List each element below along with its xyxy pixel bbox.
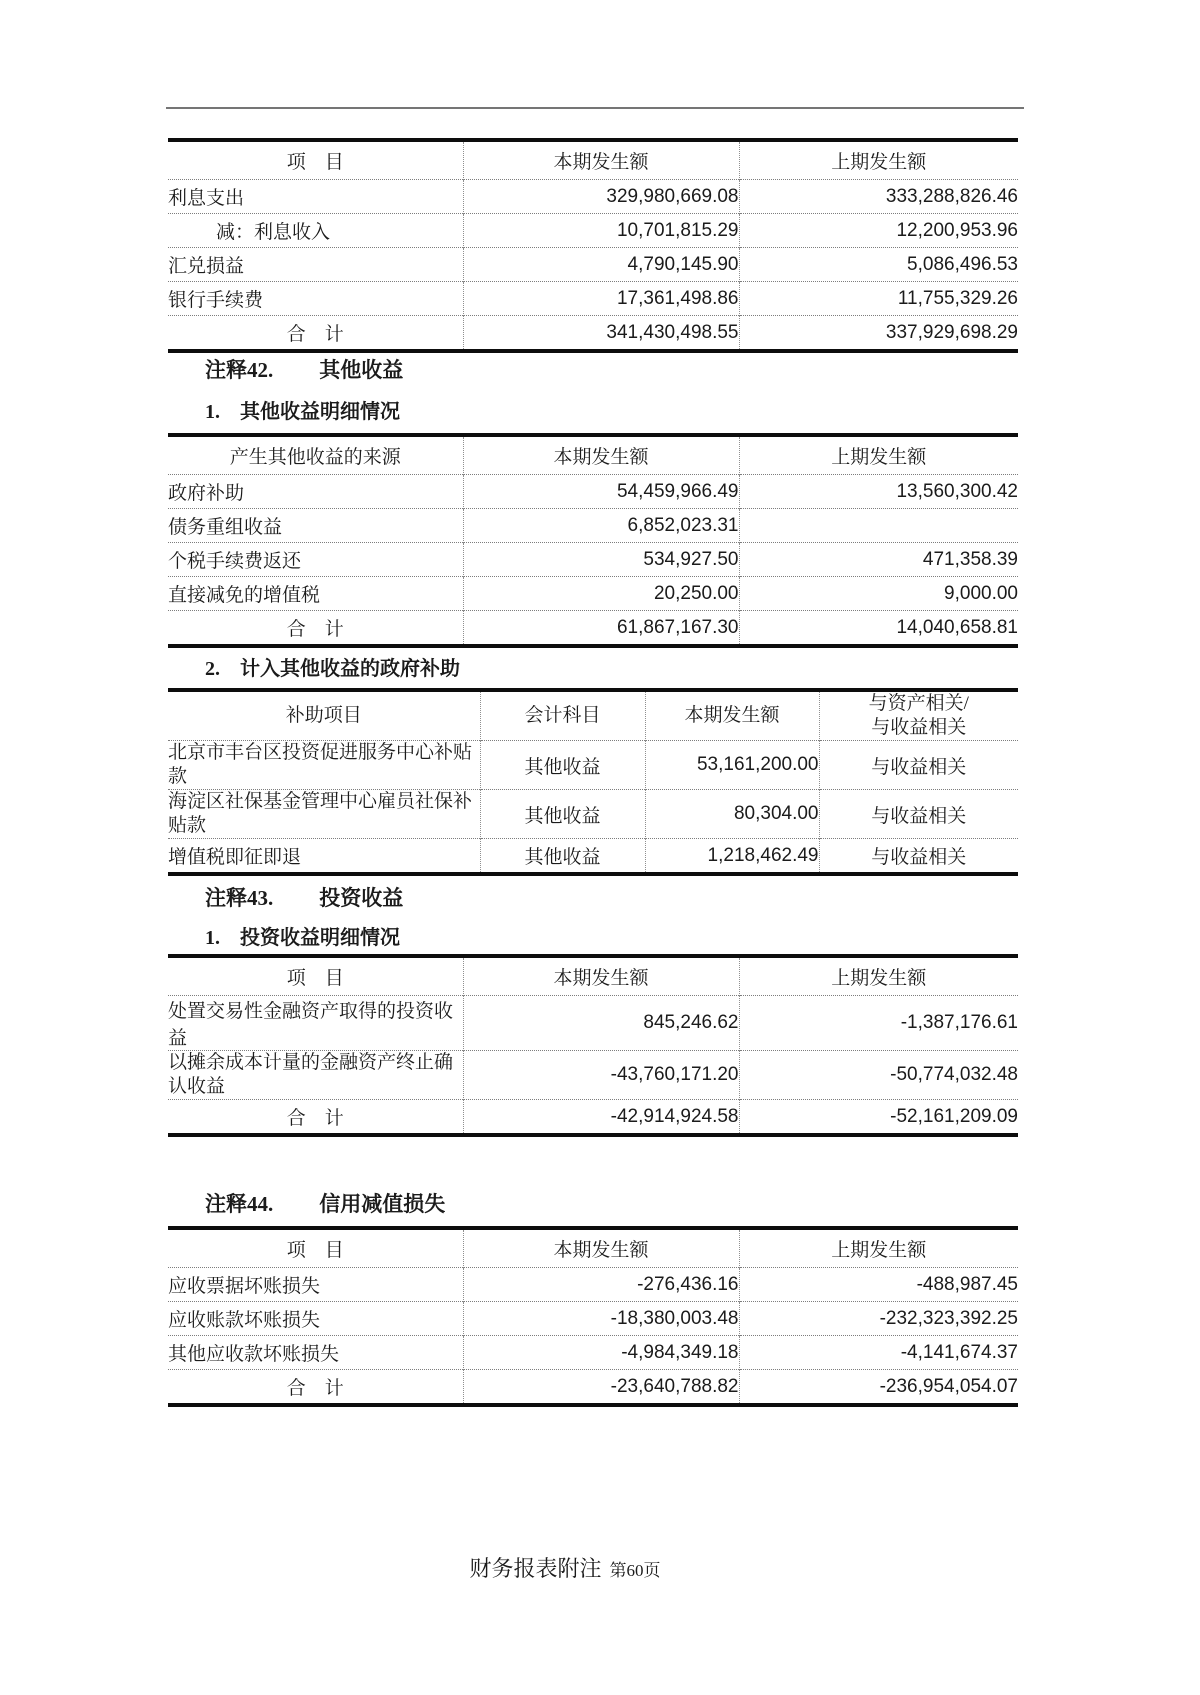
finance-expense-table <box>168 138 1018 353</box>
note-title: 其他收益 <box>319 358 404 382</box>
total-row <box>168 1100 1018 1136</box>
item-header-cell: 产生其他收益的来源 <box>229 447 401 468</box>
relation-cell: 与收益相关 <box>819 790 1018 839</box>
item-header-cell: 项 目 <box>286 968 344 989</box>
total-label: 合 计 <box>168 1100 463 1136</box>
page-footer <box>170 1552 960 1583</box>
total-prior-amount: 337,929,698.29 <box>739 316 1018 352</box>
table-row <box>168 248 1018 282</box>
table-header-row <box>168 435 1018 475</box>
current-period-header-cell: 本期发生额 <box>645 690 819 741</box>
prior-amount: 5,086,496.53 <box>739 248 1018 282</box>
row-label: 利息支出 <box>168 180 463 214</box>
current-amount: 54,459,966.49 <box>463 475 739 509</box>
total-label: 合 计 <box>168 316 463 352</box>
table-header-row <box>168 690 1018 741</box>
total-current-amount: -42,914,924.58 <box>463 1100 739 1136</box>
row-label: 减：利息收入 <box>168 214 463 248</box>
current-amount: -4,984,349.18 <box>463 1336 739 1370</box>
row-label: 银行手续费 <box>168 282 463 316</box>
prior-period-header-cell: 上期发生额 <box>739 140 1018 180</box>
footer-page-number: 第60页 <box>609 1561 661 1580</box>
footer-title: 财务报表附注 <box>469 1556 602 1581</box>
table-row <box>168 282 1018 316</box>
prior-amount: 13,560,300.42 <box>739 475 1018 509</box>
table-row <box>168 509 1018 543</box>
prior-period-header-cell: 上期发生额 <box>739 1228 1018 1268</box>
relation-cell: 与收益相关 <box>819 839 1018 875</box>
note-number: 注释43. <box>205 886 274 910</box>
prior-amount: 333,288,826.46 <box>739 180 1018 214</box>
note43-heading <box>205 882 403 912</box>
prior-period-header-cell: 上期发生额 <box>739 435 1018 475</box>
item-header-cell: 项 目 <box>286 152 344 173</box>
total-prior-amount: -52,161,209.09 <box>739 1100 1018 1136</box>
note-number: 注释42. <box>205 358 274 382</box>
sub-title: 其他收益明细情况 <box>240 401 400 423</box>
account-cell: 其他收益 <box>480 839 645 875</box>
sub-title: 计入其他收益的政府补助 <box>240 658 460 680</box>
row-label: 个税手续费返还 <box>168 543 463 577</box>
relation-header-line1: 与资产相关/ <box>868 693 969 714</box>
total-row <box>168 611 1018 647</box>
current-period-header-cell: 本期发生额 <box>463 1228 739 1268</box>
investment-income-table <box>168 954 1018 1137</box>
table-header-row <box>168 1228 1018 1268</box>
row-label: 北京市丰台区投资促进服务中心补贴款 <box>168 741 480 790</box>
prior-amount: 12,200,953.96 <box>739 214 1018 248</box>
row-label: 增值税即征即退 <box>168 839 480 875</box>
row-label: 应收票据坏账损失 <box>168 1268 463 1302</box>
note43-sub1-heading <box>205 921 400 950</box>
table-row <box>168 180 1018 214</box>
row-label: 应收账款坏账损失 <box>168 1302 463 1336</box>
credit-impairment-table <box>168 1226 1018 1407</box>
other-income-detail-table <box>168 433 1018 648</box>
total-label: 合 计 <box>168 1370 463 1406</box>
table-row <box>168 1302 1018 1336</box>
sub-number: 2. <box>205 658 220 680</box>
table-header-row <box>168 140 1018 180</box>
note-title: 投资收益 <box>319 886 404 910</box>
current-period-header-cell: 本期发生额 <box>463 956 739 996</box>
note42-heading <box>205 354 403 384</box>
relation-cell: 与收益相关 <box>819 741 1018 790</box>
account-cell: 其他收益 <box>480 741 645 790</box>
current-amount: -43,760,171.20 <box>463 1051 739 1100</box>
prior-amount: -50,774,032.48 <box>739 1051 1018 1100</box>
prior-amount: 9,000.00 <box>739 577 1018 611</box>
total-label: 合 计 <box>168 611 463 647</box>
row-label: 政府补助 <box>168 475 463 509</box>
current-amount: 20,250.00 <box>463 577 739 611</box>
relation-header-cell <box>819 690 1018 741</box>
current-amount: 80,304.00 <box>645 790 819 839</box>
prior-amount <box>739 509 1018 543</box>
item-header-cell: 项 目 <box>286 1240 344 1261</box>
prior-amount: -1,387,176.61 <box>739 996 1018 1051</box>
prior-period-header-cell: 上期发生额 <box>739 956 1018 996</box>
table-row <box>168 996 1018 1051</box>
sub-number: 1. <box>205 927 220 949</box>
current-amount: 329,980,669.08 <box>463 180 739 214</box>
prior-amount: 11,755,329.26 <box>739 282 1018 316</box>
total-prior-amount: 14,040,658.81 <box>739 611 1018 647</box>
current-amount: 6,852,023.31 <box>463 509 739 543</box>
table-row <box>168 475 1018 509</box>
table-row <box>168 1051 1018 1100</box>
table-row <box>168 1268 1018 1302</box>
total-row <box>168 316 1018 352</box>
relation-header-line2: 与收益相关 <box>871 717 967 738</box>
current-amount: -276,436.16 <box>463 1268 739 1302</box>
current-amount: -18,380,003.48 <box>463 1302 739 1336</box>
current-amount: 4,790,145.90 <box>463 248 739 282</box>
current-period-header-cell: 本期发生额 <box>463 435 739 475</box>
government-grants-table <box>168 688 1018 876</box>
total-prior-amount: -236,954,054.07 <box>739 1370 1018 1406</box>
current-amount: 17,361,498.86 <box>463 282 739 316</box>
current-amount: 10,701,815.29 <box>463 214 739 248</box>
total-current-amount: 61,867,167.30 <box>463 611 739 647</box>
note-title: 信用减值损失 <box>319 1192 446 1216</box>
row-label: 汇兑损益 <box>168 248 463 282</box>
header-divider <box>166 107 1024 109</box>
table-row <box>168 577 1018 611</box>
row-label: 以摊余成本计量的金融资产终止确认收益 <box>168 1051 463 1100</box>
grant-item-header-cell: 补助项目 <box>285 705 362 726</box>
table-row <box>168 1336 1018 1370</box>
current-amount: 1,218,462.49 <box>645 839 819 875</box>
note44-heading <box>205 1188 445 1218</box>
total-current-amount: -23,640,788.82 <box>463 1370 739 1406</box>
row-label: 其他应收款坏账损失 <box>168 1336 463 1370</box>
row-label: 处置交易性金融资产取得的投资收益 <box>168 996 463 1051</box>
table-row <box>168 839 1018 875</box>
current-amount: 534,927.50 <box>463 543 739 577</box>
sub-number: 1. <box>205 401 220 423</box>
current-period-header-cell: 本期发生额 <box>463 140 739 180</box>
table-row <box>168 741 1018 790</box>
total-row <box>168 1370 1018 1406</box>
prior-amount: -232,323,392.25 <box>739 1302 1018 1336</box>
account-cell: 其他收益 <box>480 790 645 839</box>
note42-sub2-heading <box>205 652 460 681</box>
row-label: 海淀区社保基金管理中心雇员社保补贴款 <box>168 790 480 839</box>
total-current-amount: 341,430,498.55 <box>463 316 739 352</box>
account-header-cell: 会计科目 <box>480 690 645 741</box>
current-amount: 53,161,200.00 <box>645 741 819 790</box>
row-label: 债务重组收益 <box>168 509 463 543</box>
table-row <box>168 214 1018 248</box>
sub-title: 投资收益明细情况 <box>240 927 400 949</box>
table-row <box>168 543 1018 577</box>
prior-amount: -488,987.45 <box>739 1268 1018 1302</box>
note42-sub1-heading <box>205 395 400 424</box>
note-number: 注释44. <box>205 1192 274 1216</box>
current-amount: 845,246.62 <box>463 996 739 1051</box>
prior-amount: 471,358.39 <box>739 543 1018 577</box>
table-header-row <box>168 956 1018 996</box>
prior-amount: -4,141,674.37 <box>739 1336 1018 1370</box>
row-label: 直接减免的增值税 <box>168 577 463 611</box>
table-row <box>168 790 1018 839</box>
